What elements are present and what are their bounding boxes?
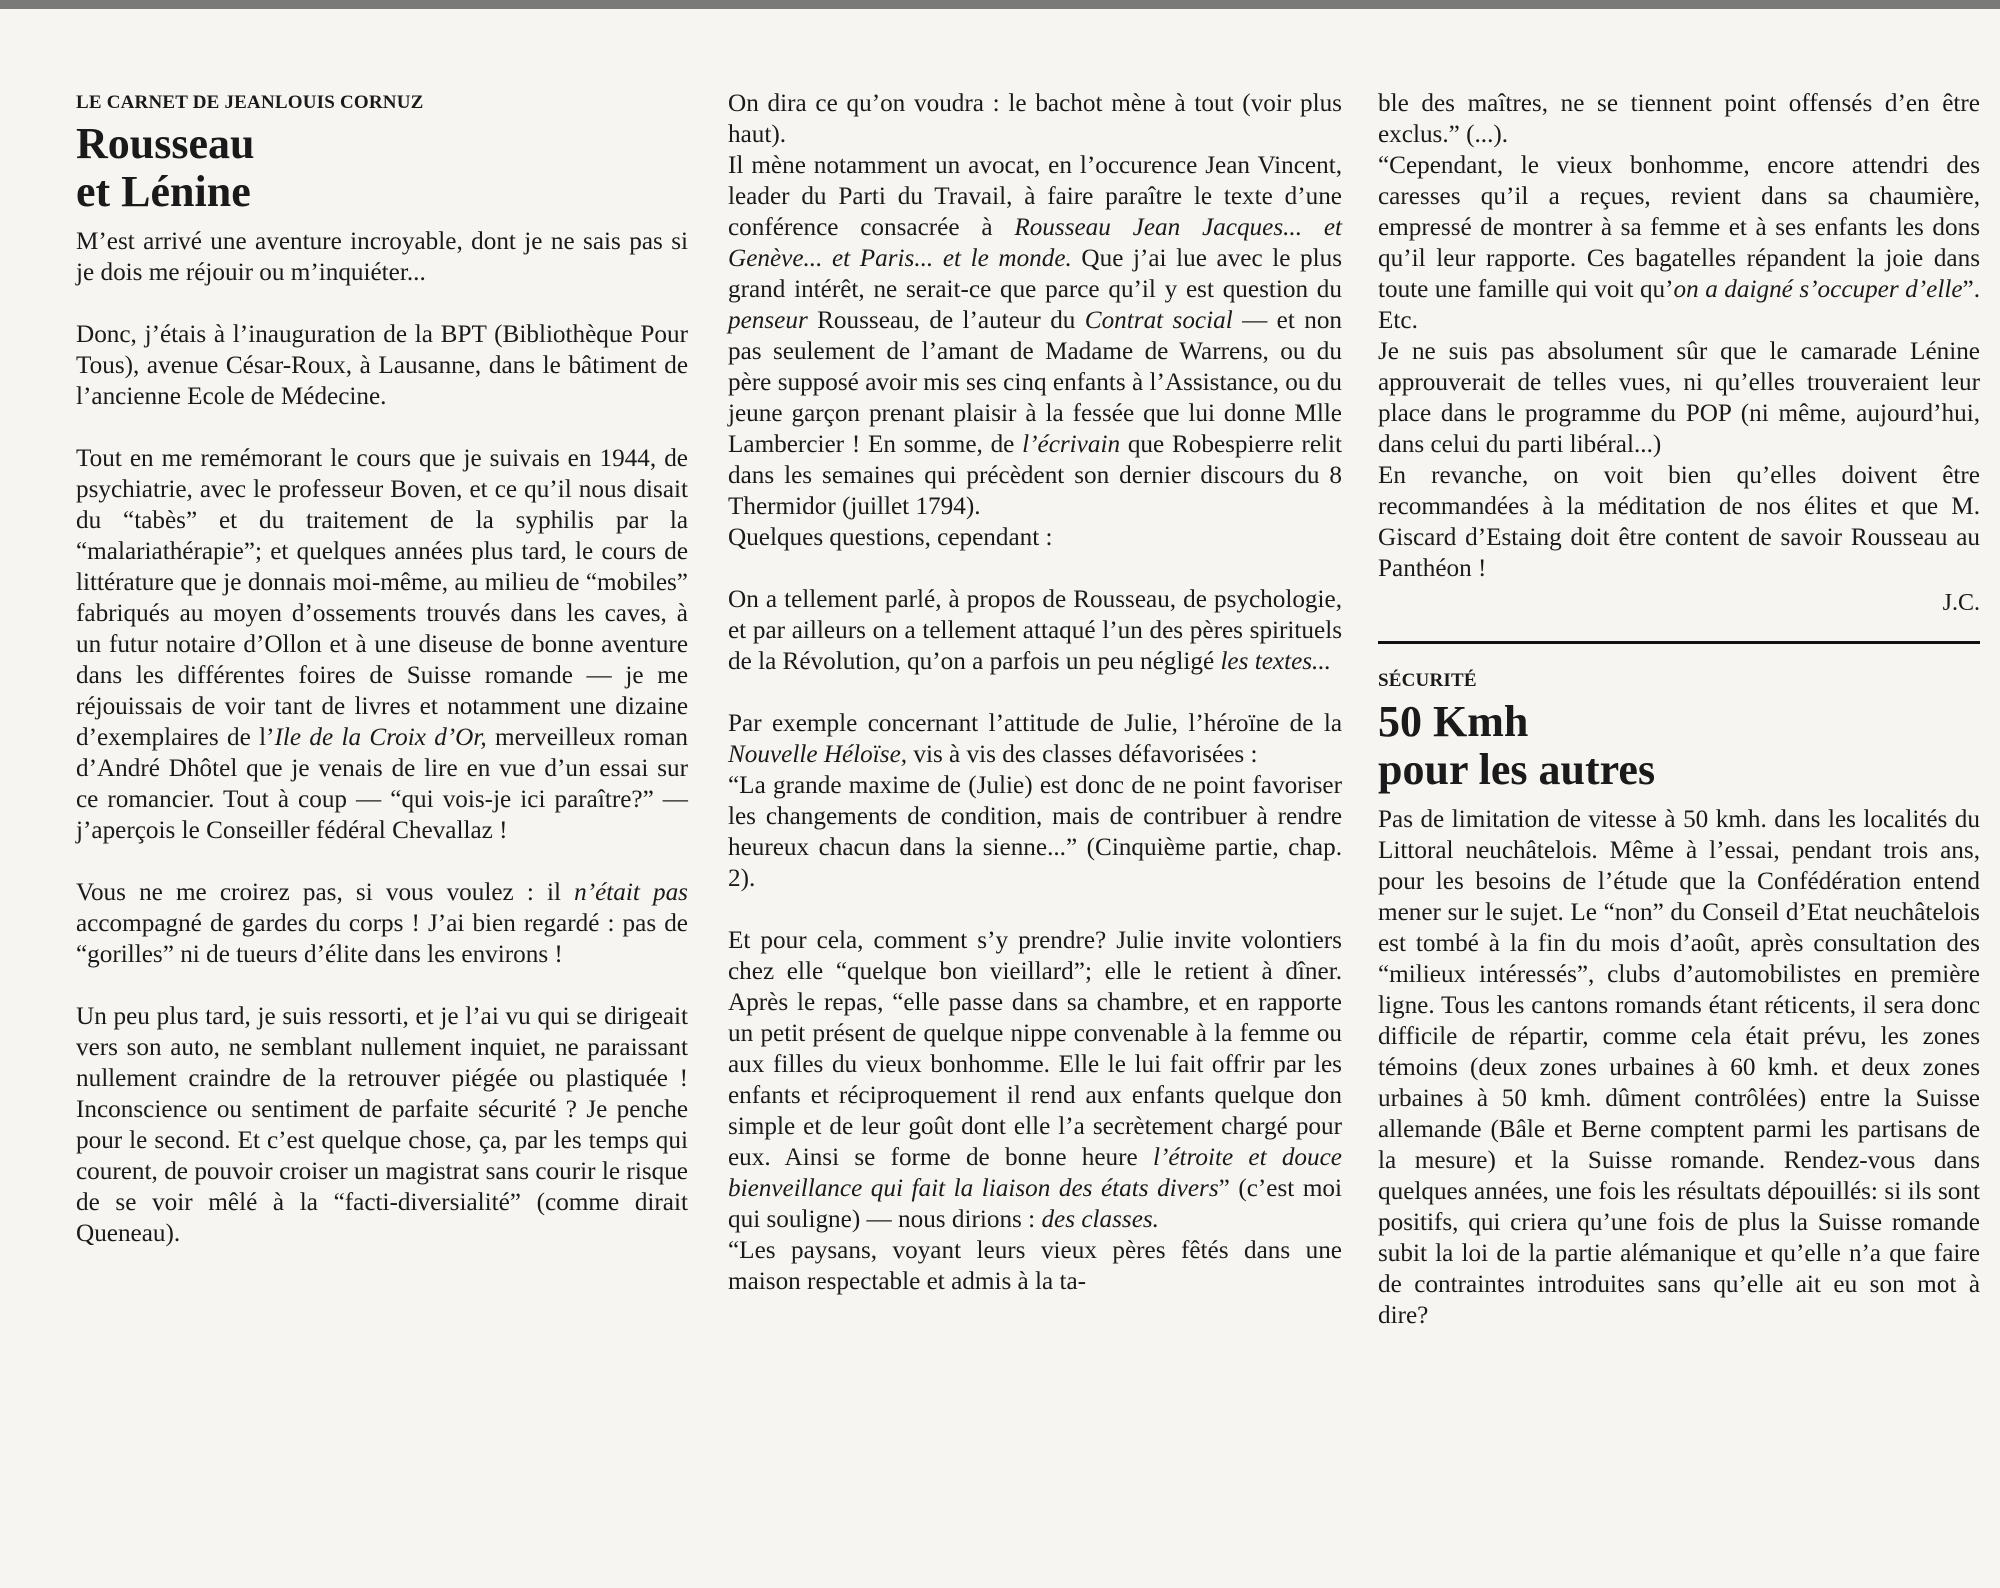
article1-paragraph: En revanche, on voit bien qu’elles doivent être recommandées à la méditation de nos élites et que M. Giscard d’Estaing doit être content de savoir Rousseau au Panthéon ! xyxy=(1378,462,1980,582)
article1-paragraph: Tout en me remémorant le cours que je suivais en 1944, de psychiatrie, avec le professeur Boven, et ce qu’il nous disait du “tabès” et du traitement de la syphilis par la “malariathérapie”; et quelques années plus tard, le cours de littérature que je donnais moi-même, au milieu de “mobiles” fabriqués au moyen d’ossements trouvés dans les caves, à un futur notaire d’Ollon et à une diseuse de bonne aventure dans les différentes foires de Suisse romande — je me réjouissais de voir tant de livres et notamment une dizaine d’exemplaires de l’Ile de la Croix d’Or, merveilleux roman d’André Dhôtel que je venais de lire en vue d’un essai sur ce romancier. Tout à coup — “qui vois-je ici paraître?” — j’aperçois le Conseiller fédéral Chevallaz ! xyxy=(76,445,688,844)
column-3 xyxy=(1378,88,1980,1331)
section-divider xyxy=(1378,641,1980,644)
article1-paragraph: Et pour cela, comment s’y prendre? Julie invite volontiers chez elle “quelque bon vieillard”; elle le retient à dîner. Après le repas, “elle passe dans sa chambre, et en rapporte un petit présent de quelque nippe convenable à la femme ou aux filles du vieux bonhomme. Elle le lui fait offrir par les enfants et réciproquement il rend aux enfants quelque don simple et de leur goût dont elle l’a secrètement chargé pour eux. Ainsi se forme de bonne heure l’étroite et douce bienveillance qui fait la liaison des états divers” (c’est moi qui souligne) — nous dirions : des classes. xyxy=(728,927,1343,1233)
page-top-edge xyxy=(0,0,2000,9)
article1-paragraph: Je ne suis pas absolument sûr que le camarade Lénine approuverait de telles vues, ni qu’elles trouveraient leur place dans le programme du POP (ni même, aujourd’hui, dans celui du parti libéral...) xyxy=(1378,338,1980,458)
article2-body: Pas de limitation de vitesse à 50 kmh. dans les localités du Littoral neuchâtelois. Même à l’essai, pendant trois ans, pour les besoins de l’étude que la Confédération entend mener sur le sujet. Le “non” du Conseil d’Etat neuchâtelois est tombé à la fin du mois d’août, après consultation des “milieux intéressés”, clubs d’automobilistes en première ligne. Tous les cantons romands étant réticents, il sera donc difficile de répartir, comme cela était prévu, les zones témoins (deux zones urbaines à 60 kmh. et deux zones urbaines à 50 kmh. dûment contrôlées) entre la Suisse allemande (Bâle et Berne comptent parmi les partisans de la mesure) et la Suisse romande. Rendez-vous dans quelques années, une fois les résultats dépouillés: si ils sont positifs, qui criera qu’une fois de plus la Suisse romande subit la loi de la partie alémanique et qu’elle n’a que faire de contraintes introduites sans qu’elle ait eu son mot à dire? xyxy=(1378,806,1980,1329)
article1-paragraph: Quelques questions, cependant : xyxy=(728,524,1053,551)
article1-kicker: LE CARNET DE JEANLOUIS CORNUZ xyxy=(76,92,424,113)
article2-title-line2: pour les autres xyxy=(1378,745,1656,794)
article1-paragraph: Par exemple concernant l’attitude de Julie, l’héroïne de la Nouvelle Héloïse, vis à vis des classes défavorisées : xyxy=(728,710,1342,768)
article1-paragraph: On dira ce qu’on voudra : le bachot mène à tout (voir plus haut). xyxy=(728,90,1342,148)
article2-title-line1: 50 Kmh xyxy=(1378,697,1529,746)
column-2 xyxy=(728,88,1342,1297)
article1-headline xyxy=(76,120,688,216)
article1-title-line2: et Lénine xyxy=(76,167,251,216)
article1-paragraph: Vous ne me croirez pas, si vous voulez : il n’était pas accompagné de gardes du corps ! J’ai bien regardé : pas de “gorilles” ni de tueurs d’élite dans les environs ! xyxy=(76,879,688,968)
article1-paragraph: “Les paysans, voyant leurs vieux pères fêtés dans une maison respectable et admis à la ta- xyxy=(728,1237,1342,1295)
article1-paragraph: On a tellement parlé, à propos de Rousseau, de psychologie, et par ailleurs on a tellement attaqué l’un des pères spirituels de la Révolution, qu’on a parfois un peu négligé les textes... xyxy=(728,586,1342,675)
article1-paragraph: Un peu plus tard, je suis ressorti, et je l’ai vu qui se dirigeait vers son auto, ne semblant nullement inquiet, ne paraissant nullement craindre de la retrouver piégée ou plastiquée ! Inconscience ou sentiment de parfaite sécurité ? Je penche pour le second. Et c’est quelque chose, ça, par les temps qui courent, de pouvoir croiser un magistrat sans courir le risque de se voir mêlé à la “facti-diversialité” (comme dirait Queneau). xyxy=(76,1003,688,1247)
article2-headline xyxy=(1378,698,1980,794)
article1-paragraph: ble des maîtres, ne se tiennent point offensés d’en être exclus.” (...). xyxy=(1378,90,1980,148)
article1-signature: J.C. xyxy=(1942,590,1980,616)
column-1 xyxy=(76,88,688,1249)
article1-paragraph: Donc, j’étais à l’inauguration de la BPT (Bibliothèque Pour Tous), avenue César-Roux, à Lausanne, dans le bâtiment de l’ancienne Ecole de Médecine. xyxy=(76,321,688,410)
article2-kicker: SÉCURITÉ xyxy=(1378,670,1477,691)
article1-quote: “La grande maxime de (Julie) est donc de ne point favoriser les changements de condition, mais de contribuer à rendre heureux chacun dans la sienne...” (Cinquième partie, chap. 2). xyxy=(728,772,1342,892)
article1-paragraph: “Cependant, le vieux bonhomme, encore attendri des caresses qu’il a reçues, revient dans sa chaumière, empressé de montrer à sa femme et à ses enfants les dons qu’il leur rapporte. Ces bagatelles répandent la joie dans toute une famille qui voit qu’on a daigné s’occuper d’elle”. Etc. xyxy=(1378,152,1980,334)
article1-paragraph: Il mène notamment un avocat, en l’occurence Jean Vincent, leader du Parti du Travail, à faire paraître le texte d’une conférence consacrée à Rousseau Jean Jacques... et Genève... et Paris... et le monde. Que j’ai lue avec le plus grand intérêt, ne serait-ce que parce qu’il y est question du penseur Rousseau, de l’auteur du Contrat social — et non pas seulement de l’amant de Madame de Warrens, ou du père supposé avoir mis ses cinq enfants à l’Assistance, ou du jeune garçon prenant plaisir à la fessée que lui donne Mlle Lambercier ! En somme, de l’écrivain que Robespierre relit dans les semaines qui précèdent son dernier discours du 8 Thermidor (juillet 1794). xyxy=(728,152,1343,520)
article1-title-line1: Rousseau xyxy=(76,119,255,168)
article1-paragraph: M’est arrivé une aventure incroyable, dont je ne sais pas si je dois me réjouir ou m’inquiéter... xyxy=(76,228,688,286)
